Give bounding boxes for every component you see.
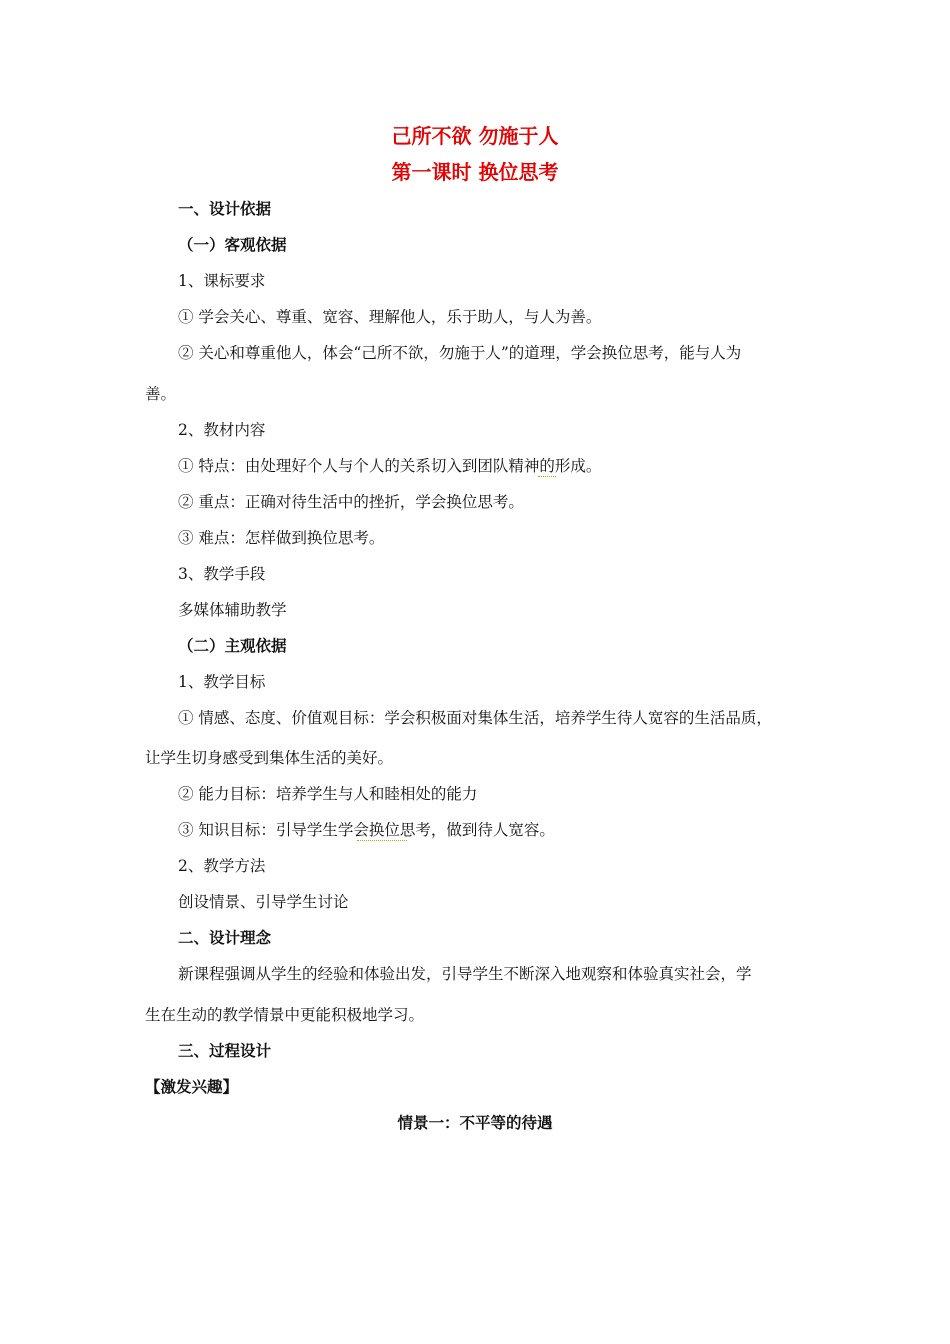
item-teaching-methods: 2、教学方法	[178, 857, 266, 875]
subheading-stimulate-interest: 【激发兴趣】	[145, 1078, 239, 1096]
paragraph-line: ① 特点：由处理好个人与个人的关系切入到团队精神的形成。	[178, 457, 602, 475]
paragraph-line: 生在生动的教学情景中更能积极地学习。	[145, 1006, 425, 1024]
subsection-heading-subjective: （二）主观依据	[178, 637, 287, 655]
paragraph-line: 多媒体辅助教学	[178, 601, 287, 619]
section-heading-design-concept: 二、设计理念	[178, 929, 272, 947]
paragraph-line: 善。	[145, 385, 177, 403]
spellcheck-mark	[357, 837, 407, 841]
item-teaching-goals: 1、教学目标	[178, 673, 266, 691]
document-subtitle: 第一课时 换位思考	[391, 160, 559, 184]
item-teaching-means: 3、教学手段	[178, 565, 266, 583]
paragraph-line: ③ 知识目标：引导学生学会换位思考，做到待人宽容。	[178, 821, 555, 839]
section-heading-design-basis: 一、设计依据	[178, 200, 272, 218]
paragraph-line: ① 情感、态度、价值观目标：学会积极面对集体生活，培养学生待人宽容的生活品质，	[178, 709, 772, 727]
item-curriculum-requirements: 1、课标要求	[178, 272, 266, 290]
spellcheck-mark	[538, 473, 556, 477]
paragraph-line: ② 能力目标：培养学生与人和睦相处的能力	[178, 785, 478, 803]
paragraph-line: ② 关心和尊重他人，体会“己所不欲，勿施于人”的道理，学会换位思考，能与人为	[178, 344, 742, 362]
scene-heading: 情景一：不平等的待遇	[397, 1114, 553, 1132]
subsection-heading-objective: （一）客观依据	[178, 236, 287, 254]
paragraph-line: 新课程强调从学生的经验和体验出发，引导学生不断深入地观察和体验真实社会，学	[178, 965, 752, 983]
paragraph-line: ③ 难点：怎样做到换位思考。	[178, 529, 385, 547]
paragraph-line: 创设情景、引导学生讨论	[178, 893, 349, 911]
paragraph-line: ② 重点：正确对待生活中的挫折，学会换位思考。	[178, 493, 524, 511]
paragraph-line: 让学生切身感受到集体生活的美好。	[145, 749, 394, 767]
document-title: 己所不欲 勿施于人	[391, 124, 559, 148]
paragraph-line: ① 学会关心、尊重、宽容、理解他人，乐于助人，与人为善。	[178, 308, 602, 326]
item-textbook-content: 2、教材内容	[178, 421, 266, 439]
section-heading-process-design: 三、过程设计	[178, 1042, 272, 1060]
